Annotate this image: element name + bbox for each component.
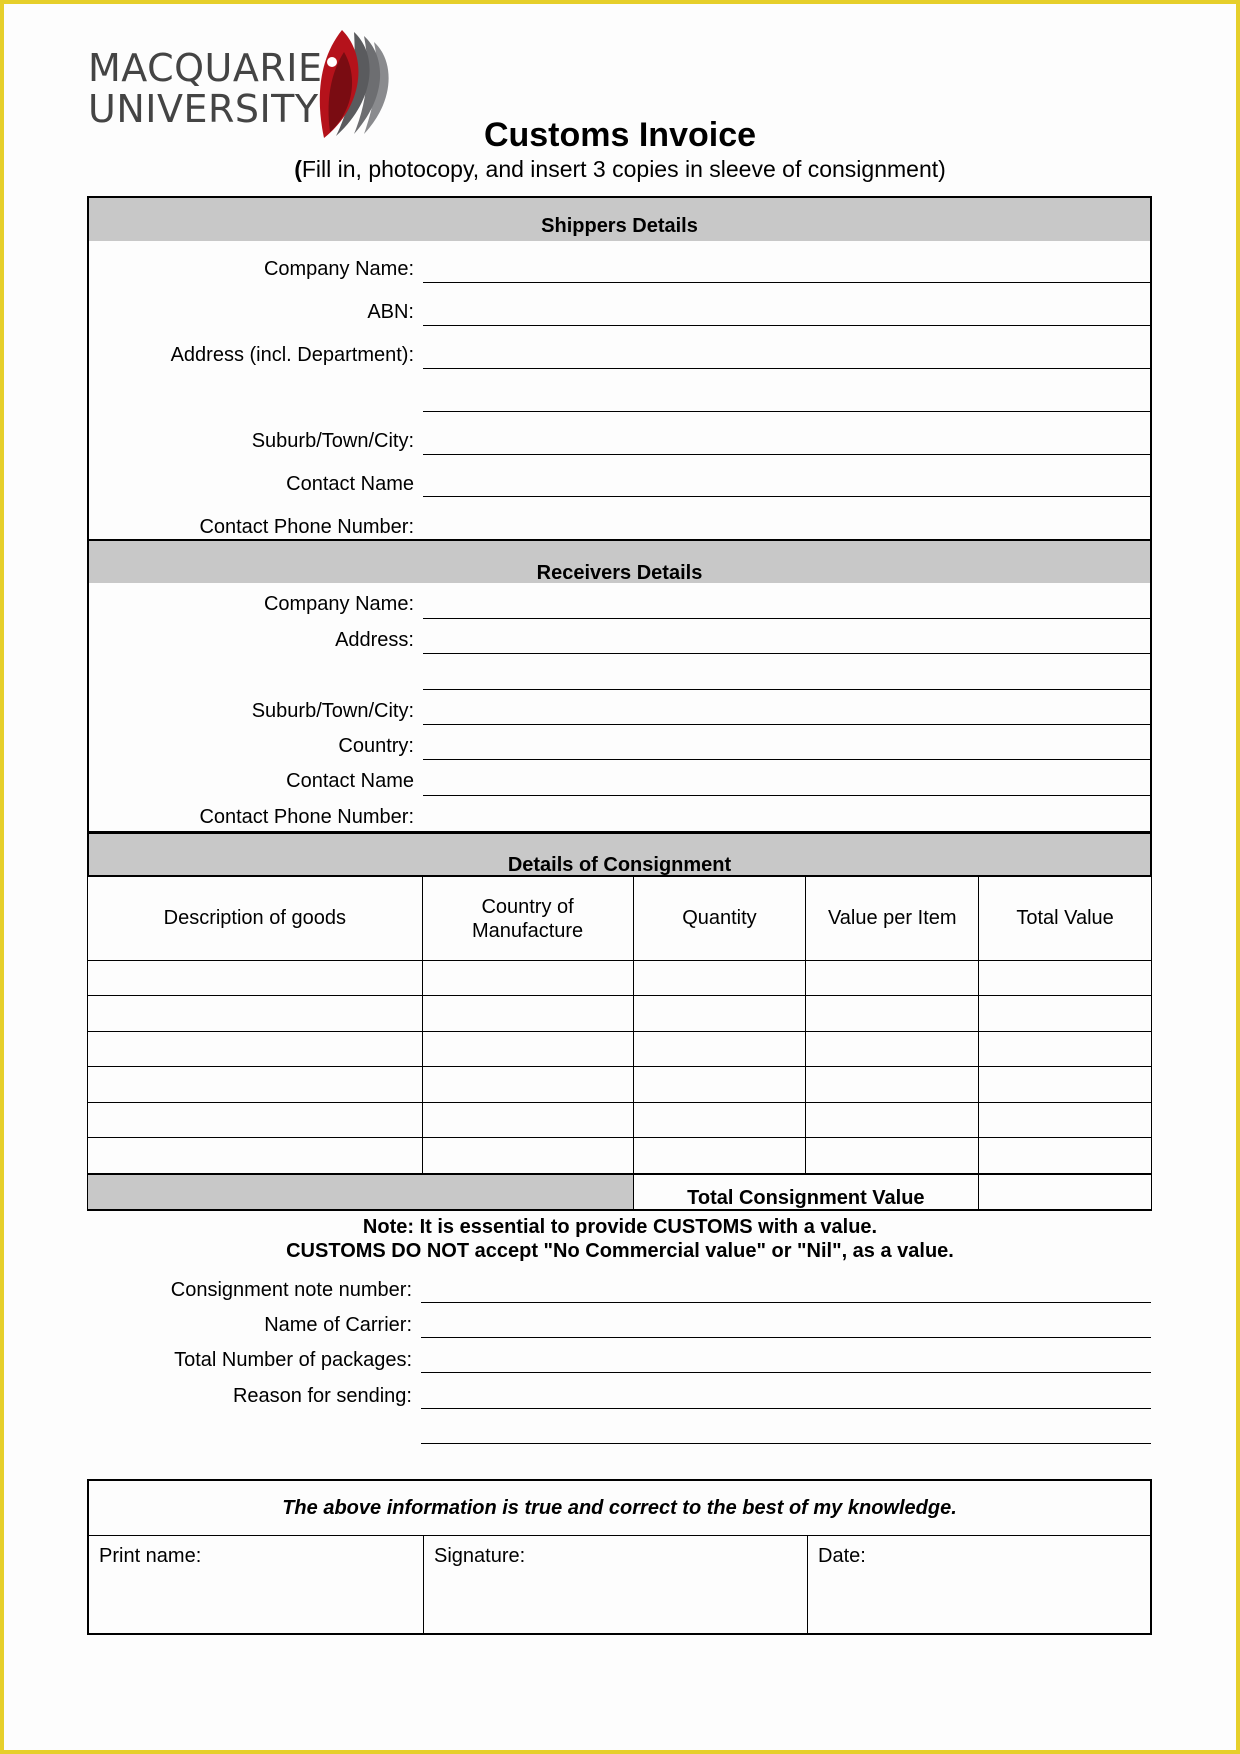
carrier-field[interactable]	[421, 1337, 1151, 1338]
note-line-1: Note: It is essential to provide CUSTOMS with a value.	[362, 1216, 878, 1238]
table-cell[interactable]	[422, 996, 633, 1032]
shipper-suburb-field[interactable]	[423, 454, 1150, 455]
carrier-label: Name of Carrier:	[264, 1314, 412, 1336]
table-cell[interactable]	[979, 996, 1152, 1032]
table-cell[interactable]	[422, 1032, 633, 1067]
table-cell[interactable]	[633, 1032, 806, 1067]
shipper-phone-label: Contact Phone Number:	[199, 516, 414, 538]
receiver-address-field-2[interactable]	[423, 689, 1150, 690]
shipper-suburb-label: Suburb/Town/City:	[251, 430, 414, 452]
shippers-section	[87, 196, 1152, 541]
table-cell[interactable]	[633, 961, 806, 996]
consignment-note-field[interactable]	[421, 1302, 1151, 1303]
table-cell[interactable]	[88, 961, 423, 996]
table-row	[88, 1138, 1152, 1174]
total-consignment-label: Total Consignment Value	[633, 1174, 979, 1210]
shipper-company-field[interactable]	[423, 282, 1150, 283]
consignment-header-row	[88, 877, 1152, 961]
receiver-country-label: Country:	[338, 735, 414, 757]
col-total-value: Total Value	[979, 877, 1152, 961]
table-cell[interactable]	[88, 1138, 423, 1174]
reason-label: Reason for sending:	[232, 1385, 412, 1407]
table-cell[interactable]	[633, 1138, 806, 1174]
table-cell[interactable]	[806, 1138, 979, 1174]
table-row	[88, 1032, 1152, 1067]
print-name-label: Print name:	[99, 1545, 202, 1567]
receiver-company-field[interactable]	[423, 618, 1150, 619]
table-cell[interactable]	[979, 1067, 1152, 1103]
table-cell[interactable]	[806, 1103, 979, 1138]
table-cell[interactable]	[633, 996, 806, 1032]
table-cell[interactable]	[979, 1138, 1152, 1174]
receiver-phone-label: Contact Phone Number:	[199, 806, 414, 828]
shippers-heading: Shippers Details	[89, 198, 1150, 241]
shipper-contact-label: Contact Name	[286, 473, 414, 495]
packages-label: Total Number of packages:	[174, 1349, 412, 1371]
reason-field-1[interactable]	[421, 1408, 1151, 1409]
shipper-abn-field[interactable]	[423, 325, 1150, 326]
document-title: Customs Invoice	[483, 116, 757, 154]
subtitle-paren: (	[294, 156, 302, 182]
table-cell[interactable]	[88, 1067, 423, 1103]
date-label: Date:	[818, 1545, 866, 1567]
shipper-company-label: Company Name:	[263, 258, 414, 280]
receiver-address-label: Address:	[335, 629, 414, 651]
subtitle-text: Fill in, photocopy, and insert 3 copies in sleeve of consignment)	[301, 156, 946, 182]
print-name-cell[interactable]	[89, 1535, 424, 1633]
signature-label: Signature:	[434, 1545, 526, 1567]
shipper-address-field-2[interactable]	[423, 411, 1150, 412]
declaration-box	[87, 1479, 1152, 1635]
table-cell[interactable]	[979, 1103, 1152, 1138]
receiver-contact-field[interactable]	[423, 795, 1150, 796]
table-cell[interactable]	[806, 961, 979, 996]
signature-cell[interactable]	[424, 1535, 808, 1633]
logo-line-2: UNIVERSITY	[88, 87, 319, 131]
table-cell[interactable]	[88, 1032, 423, 1067]
table-row	[88, 996, 1152, 1032]
shipper-address-label: Address (incl. Department):	[170, 344, 414, 366]
col-description: Description of goods	[88, 877, 423, 961]
shipper-address-field-1[interactable]	[423, 368, 1150, 369]
shipper-contact-field[interactable]	[423, 496, 1150, 497]
table-cell[interactable]	[633, 1067, 806, 1103]
table-cell[interactable]	[422, 1138, 633, 1174]
table-cell[interactable]	[88, 1103, 423, 1138]
table-cell[interactable]	[979, 961, 1152, 996]
consignment-heading-box	[87, 832, 1152, 877]
receiver-company-label: Company Name:	[263, 593, 414, 615]
shipper-abn-label: ABN:	[367, 301, 414, 323]
logo-line-1: MACQUARIE	[88, 46, 323, 90]
receiver-suburb-label: Suburb/Town/City:	[251, 700, 414, 722]
total-row	[88, 1174, 1152, 1210]
col-quantity: Quantity	[633, 877, 806, 961]
receiver-country-field[interactable]	[423, 759, 1150, 760]
receiver-suburb-field[interactable]	[423, 724, 1150, 725]
note-line-2: CUSTOMS DO NOT accept "No Commercial value" or "Nil", as a value.	[286, 1240, 954, 1262]
table-cell[interactable]	[806, 996, 979, 1032]
table-cell[interactable]	[806, 1067, 979, 1103]
table-cell[interactable]	[422, 1103, 633, 1138]
consignment-note-label: Consignment note number:	[170, 1279, 412, 1301]
table-cell[interactable]	[979, 1032, 1152, 1067]
table-cell[interactable]	[88, 996, 423, 1032]
document-subtitle	[0, 156, 1240, 183]
reason-field-2[interactable]	[421, 1443, 1151, 1444]
table-cell[interactable]	[422, 961, 633, 996]
consignment-table	[87, 876, 1152, 1211]
col-value-per-item: Value per Item	[806, 877, 979, 961]
total-row-shaded-cell	[88, 1174, 634, 1210]
table-cell[interactable]	[633, 1103, 806, 1138]
declaration-text: The above information is true and correct to the best of my knowledge.	[89, 1481, 1150, 1536]
consignment-heading: Details of Consignment	[507, 854, 732, 876]
date-cell[interactable]	[808, 1535, 1150, 1633]
table-row	[88, 961, 1152, 996]
receiver-address-field-1[interactable]	[423, 653, 1150, 654]
receiver-contact-label: Contact Name	[286, 770, 414, 792]
table-cell[interactable]	[806, 1032, 979, 1067]
packages-field[interactable]	[421, 1372, 1151, 1373]
receivers-section	[87, 539, 1152, 833]
table-row	[88, 1103, 1152, 1138]
col-country: Country of Manufacture	[422, 877, 633, 961]
receivers-heading: Receivers Details	[89, 539, 1150, 583]
table-cell[interactable]	[422, 1067, 633, 1103]
total-consignment-value-field[interactable]	[979, 1174, 1152, 1210]
table-row	[88, 1067, 1152, 1103]
